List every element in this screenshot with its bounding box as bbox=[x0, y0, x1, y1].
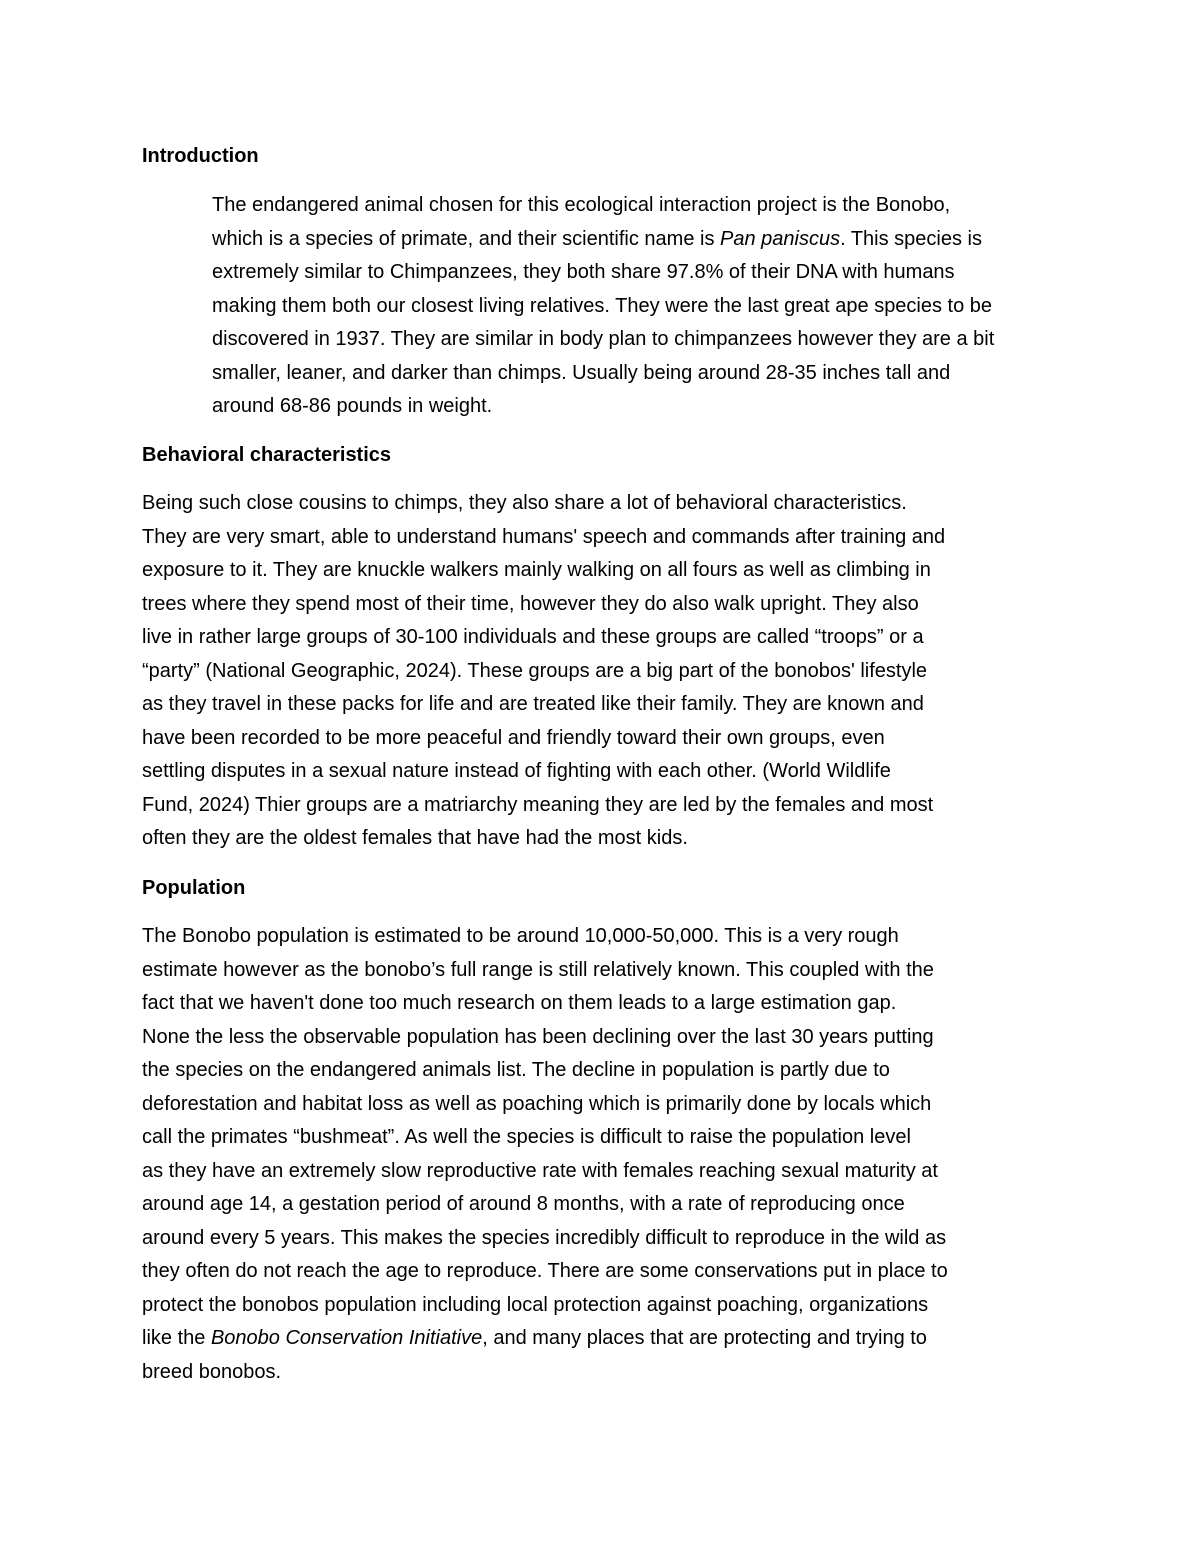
text-line: the species on the endangered animals list. The decline in population is partly due to bbox=[142, 1059, 890, 1081]
text-line: making them both our closest living relatives. They were the last great ape species to be bbox=[212, 294, 993, 317]
text-line: They are very smart, able to understand humans' speech and commands after training and bbox=[142, 525, 946, 548]
text-line: around every 5 years. This makes the species incredibly difficult to reproduce in the wild as bbox=[142, 1226, 947, 1249]
paragraph-behavioral-characteristics bbox=[142, 487, 1064, 856]
text-line: they often do not reach the age to reproduce. There are some conservations put in place to bbox=[142, 1260, 948, 1282]
paragraph-population bbox=[142, 920, 1064, 1389]
text-line: breed bonobos. bbox=[142, 1360, 282, 1383]
text-line: extremely similar to Chimpanzees, they both share 97.8% of their DNA with humans bbox=[212, 261, 955, 283]
text-line: as they have an extremely slow reproductive rate with females reaching sexual maturity at bbox=[142, 1159, 938, 1182]
text-line: like the Bonobo Conservation Initiative, and many places that are protecting and trying to bbox=[142, 1327, 927, 1349]
heading-population: Population bbox=[142, 877, 246, 899]
text-line: which is a species of primate, and their scientific name is Pan paniscus. This species is bbox=[212, 227, 982, 250]
text-line: Being such close cousins to chimps, they also share a lot of behavioral characteristics. bbox=[142, 492, 907, 514]
text-line: discovered in 1937. They are similar in body plan to chimpanzees however they are a bit bbox=[212, 328, 995, 350]
text-line: Fund, 2024) Thier groups are a matriarchy meaning they are led by the females and most bbox=[142, 793, 934, 816]
text-line: deforestation and habitat loss as well as poaching which is primarily done by locals which bbox=[142, 1092, 932, 1115]
paragraph-introduction bbox=[142, 189, 1064, 424]
text-line: around 68-86 pounds in weight. bbox=[212, 395, 493, 417]
text-line: exposure to it. They are knuckle walkers mainly walking on all fours as well as climbing in bbox=[142, 559, 931, 581]
text-line: live in rather large groups of 30-100 individuals and these groups are called “troops” or a bbox=[142, 626, 924, 648]
text-line: The endangered animal chosen for this ecological interaction project is the Bonobo, bbox=[212, 194, 951, 216]
text-line: have been recorded to be more peaceful and friendly toward their own groups, even bbox=[142, 726, 885, 749]
text-line: fact that we haven't done too much research on them leads to a large estimation gap. bbox=[142, 992, 897, 1014]
text-line: None the less the observable population has been declining over the last 30 years putting bbox=[142, 1025, 934, 1048]
text-line: call the primates “bushmeat”. As well the species is difficult to raise the population level bbox=[142, 1126, 911, 1148]
text-line: often they are the oldest females that have had the most kids. bbox=[142, 827, 688, 849]
text-line: protect the bonobos population including local protection against poaching, organizations bbox=[142, 1293, 929, 1316]
text-line: The Bonobo population is estimated to be around 10,000-50,000. This is a very rough bbox=[142, 925, 899, 947]
italic-text: Bonobo Conservation Initiative bbox=[210, 1327, 483, 1349]
text-line: estimate however as the bonobo’s full range is still relatively known. This coupled with the bbox=[142, 958, 934, 981]
text-line: around age 14, a gestation period of around 8 months, with a rate of reproducing once bbox=[142, 1193, 905, 1215]
text-line: settling disputes in a sexual nature instead of fighting with each other. (World Wildlife bbox=[142, 760, 891, 782]
italic-text: Pan paniscus bbox=[720, 227, 841, 250]
text-line: trees where they spend most of their time, however they do also walk upright. They also bbox=[142, 592, 919, 615]
heading-behavioral-characteristics: Behavioral characteristics bbox=[142, 444, 392, 466]
text-line: smaller, leaner, and darker than chimps. Usually being around 28-35 inches tall and bbox=[212, 361, 951, 384]
text-line: “party” (National Geographic, 2024). These groups are a big part of the bonobos' lifestyle bbox=[142, 659, 928, 682]
heading-introduction: Introduction bbox=[142, 145, 259, 167]
text-line: as they travel in these packs for life and are treated like their family. They are known and bbox=[142, 693, 924, 715]
